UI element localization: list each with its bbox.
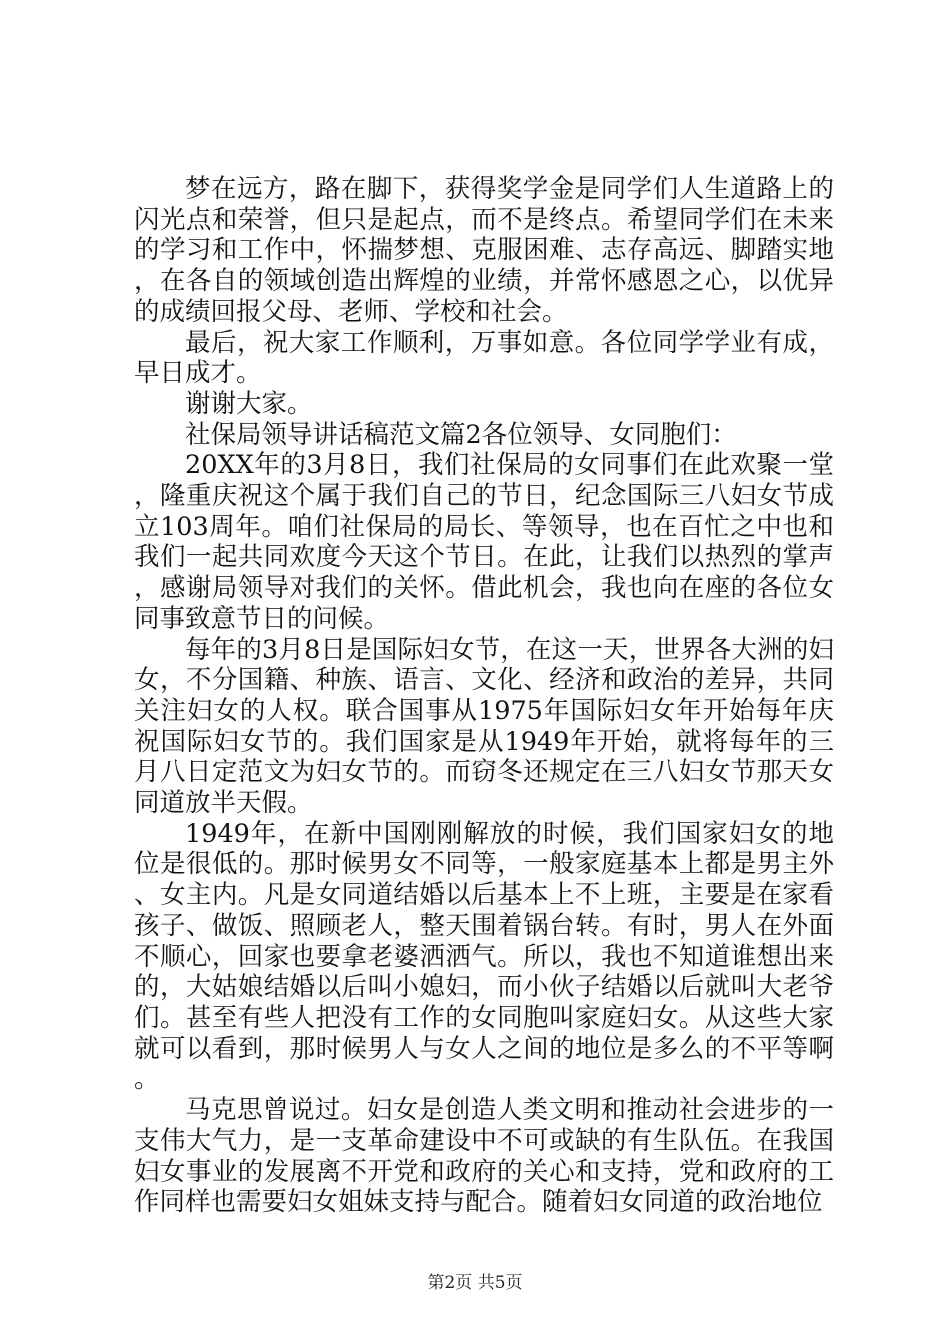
paragraph-marx-quote: 马克思曾说过。妇女是创造人类文明和推动社会进步的一支伟大气力，是一支革命建设中不可或缺的有生队伍。在我国妇女事业的发展离不开党和政府的关心和支持，党和政府的工作同样也需要妇女姐妹支持与配合。随着妇女同道的政治地位	[134, 1095, 834, 1218]
page-number-footer: 第2页 共5页	[427, 1273, 523, 1293]
paragraph-thanks: 谢谢大家。	[185, 388, 313, 419]
paragraph-section-heading: 社保局领导讲话稿范文篇2各位领导、女同胞们：	[185, 419, 737, 450]
document-body	[134, 174, 834, 1218]
paragraph-scholarship-hope: 梦在远方，路在脚下，获得奖学金是同学们人生道路上的闪光点和荣誉，但只是起点，而不是终点。希望同学们在未来的学习和工作中，怀揣梦想、克服困难、志存高远、脚踏实地，在各自的领域创造出辉煌的业绩，并常怀感恩之心，以优异的成绩回报父母、老师、学校和社会。	[134, 174, 834, 327]
paragraph-1949-status: 1949年，在新中国刚刚解放的时候，我们国家妇女的地位是很低的。那时候男女不同等，一般家庭基本上都是男主外、女主内。凡是女同道结婚以后基本上不上班，主要是在家看孩子、做饭、照顾老人，整天围着锅台转。有时，男人在外面不顺心，回家也要拿老婆洒洒气。所以，我也不知道谁想出来的，大姑娘结婚以后叫小媳妇，而小伙子结婚以后就叫大老爷们。甚至有些人把没有工作的女同胞叫家庭妇女。从这些大家就可以看到，那时候男人与女人之间的地位是多么的不平等啊。	[134, 818, 834, 1095]
paragraph-womens-day-gathering: 20XX年的3月8日，我们社保局的女同事们在此欢聚一堂，隆重庆祝这个属于我们自己的节日，纪念国际三八妇女节成立103周年。咱们社保局的局长、等领导，也在百忙之中也和我们一起共同欢度今天这个节日。在此，让我们以热烈的掌声，感谢局领导对我们的关怀。借此机会，我也向在座的各位女同事致意节日的问候。	[134, 450, 834, 634]
paragraph-womens-day-history: 每年的3月8日是国际妇女节，在这一天，世界各大洲的妇女，不分国籍、种族、语言、文化、经济和政治的差异，共同关注妇女的人权。联合国事从1975年国际妇女年开始每年庆祝国际妇女节的。我们国家是从1949年开始，就将每年的三月八日定范文为妇女节的。而窃冬还规定在三八妇女节那天女同道放半天假。	[134, 634, 834, 819]
paragraph-closing-wishes: 最后，祝大家工作顺利，万事如意。各位同学学业有成，早日成才。	[134, 327, 834, 389]
